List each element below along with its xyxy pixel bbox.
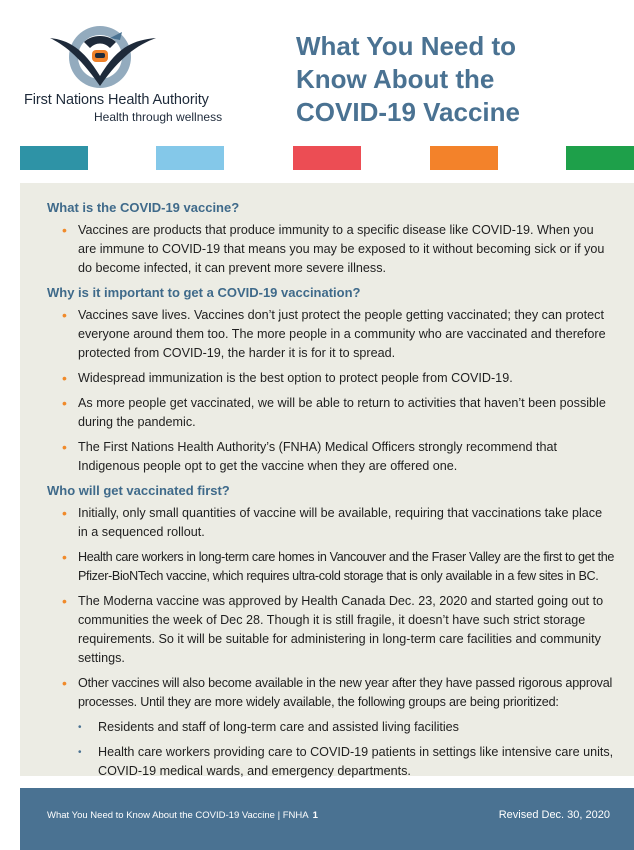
bullet-item: • Initially, only small quantities of vaccine will be available, requiring that vaccinations take place in a sequenced rollout. bbox=[47, 504, 615, 542]
title-line: Know About the bbox=[296, 64, 495, 94]
color-bar-orange bbox=[430, 146, 498, 170]
fnha-logo bbox=[24, 24, 224, 124]
sub-bullet-list bbox=[78, 718, 615, 781]
sub-bullet-item: • Health care workers providing care to COVID-19 patients in settings like intensive care units, COVID-19 medical wards, and emergency departments. bbox=[78, 743, 615, 781]
org-tagline: Health through wellness bbox=[94, 110, 223, 124]
bullet-item: • As more people get vaccinated, we will be able to return to activities that haven’t been possible during the pandemic. bbox=[47, 394, 615, 432]
revised-date: Revised Dec. 30, 2020 bbox=[498, 809, 610, 821]
footer-doc-title bbox=[47, 810, 318, 821]
content-panel bbox=[20, 183, 634, 776]
color-bar-red bbox=[293, 146, 361, 170]
footer-title-text: What You Need to Know About the COVID-19 Vaccine | FNHA bbox=[47, 810, 309, 821]
color-bar-light-blue bbox=[156, 146, 224, 170]
bullet-list bbox=[47, 504, 615, 781]
title-line: What You Need to bbox=[296, 31, 517, 61]
bullet-item: • The Moderna vaccine was approved by Health Canada Dec. 23, 2020 and started going out to communities the week of Dec 28. Though it is still fragile, it doesn’t have such strict storage requirements. So it will be suitable for administering in long-term care facilities and community settings. bbox=[47, 592, 615, 668]
bullet-item bbox=[47, 674, 615, 781]
section-heading: What is the COVID-19 vaccine? bbox=[47, 200, 240, 215]
content-body bbox=[47, 199, 615, 787]
bullet-text: Other vaccines will also become available in the new year after they have passed rigorous approval processes. Until they are more widely available, the following groups are being prioritized: bbox=[78, 676, 613, 709]
bullet-item: • Widespread immunization is the best option to protect people from COVID-19. bbox=[47, 369, 615, 388]
page-footer bbox=[20, 788, 634, 850]
color-bar-green bbox=[566, 146, 634, 170]
bullet-list bbox=[47, 306, 615, 476]
bullet-list bbox=[47, 221, 615, 278]
fnha-emblem-icon bbox=[48, 24, 158, 90]
org-name: First Nations Health Authority bbox=[24, 92, 209, 108]
bullet-item: • Vaccines save lives. Vaccines don’t just protect the people getting vaccinated; they can protect everyone around them too. The more people in a community who are vaccinated and therefore protected from COVID-19, the harder it is for it to spread. bbox=[47, 306, 615, 363]
page-number: 1 bbox=[312, 810, 318, 821]
bullet-item: • Health care workers in long-term care homes in Vancouver and the Fraser Valley are the first to get the Pfizer-BioNTech vaccine, which requires ultra-cold storage that is only available in a few sites in BC. bbox=[47, 548, 615, 586]
section-heading: Who will get vaccinated first? bbox=[47, 483, 230, 498]
bullet-item: • The First Nations Health Authority’s (FNHA) Medical Officers strongly recommend that Indigenous people opt to get the vaccine when they are offered one. bbox=[47, 438, 615, 476]
color-bar-teal bbox=[20, 146, 88, 170]
sub-bullet-item: • Residents and staff of long-term care and assisted living facilities bbox=[78, 718, 615, 737]
title-line: COVID-19 Vaccine bbox=[296, 97, 520, 127]
page-title bbox=[296, 30, 616, 129]
section-heading: Why is it important to get a COVID-19 vaccination? bbox=[47, 285, 361, 300]
bullet-item: • Vaccines are products that produce immunity to a specific disease like COVID-19. When you are immune to COVID-19 that means you may be exposed to it without becoming sick or if you do become infected, it can prevent more severe illness. bbox=[47, 221, 615, 278]
